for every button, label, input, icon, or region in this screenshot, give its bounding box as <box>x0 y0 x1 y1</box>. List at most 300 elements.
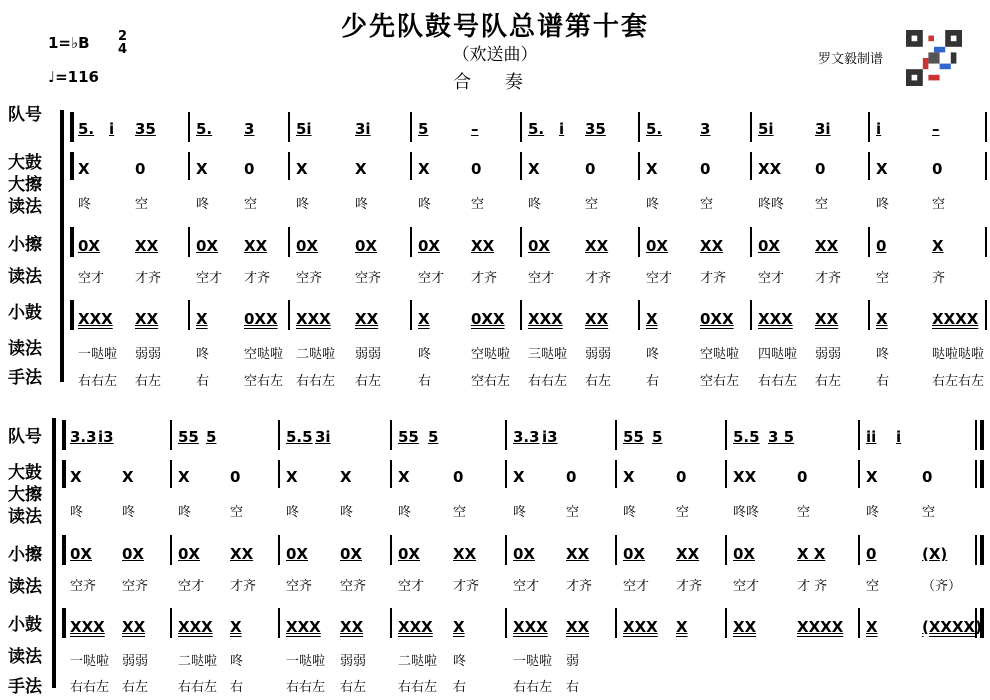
bass-note: X <box>122 468 134 486</box>
barline <box>278 535 280 565</box>
barline <box>725 535 727 565</box>
cymbal-note: XX <box>815 237 839 255</box>
snare-reading: 弱 <box>566 654 580 669</box>
bass-reading: 空 <box>244 197 258 212</box>
hand-technique: 右右左 <box>286 680 326 695</box>
snare-reading: 咚 <box>646 347 660 362</box>
hand-technique: 右左 <box>122 680 149 695</box>
snare-note: XXX <box>528 310 563 328</box>
bass-reading: 咚咚 <box>758 197 785 212</box>
hand-technique: 右左右左 <box>932 374 985 389</box>
cymbal-reading: 空才 <box>398 579 425 594</box>
snare-note: 0XX <box>244 310 278 328</box>
snare-note: XX <box>340 618 364 636</box>
snare-note: (XXXX) <box>922 618 982 636</box>
bass-reading: 咚 <box>418 197 432 212</box>
snare-note: XX <box>585 310 609 328</box>
barline <box>750 300 752 330</box>
barline <box>70 300 74 330</box>
snare-reading: 二哒啦 <box>398 654 438 669</box>
snare-note: XXXX <box>932 310 979 328</box>
bugle-note: 35 <box>135 120 156 138</box>
barline <box>390 460 392 488</box>
barline <box>858 460 860 488</box>
barline <box>288 112 290 142</box>
cymbal-reading: 才齐 <box>700 271 727 286</box>
snare-note: XXX <box>623 618 658 636</box>
cymbal-note: 0X <box>178 545 201 563</box>
snare-reading: 弱弱 <box>815 347 842 362</box>
barline <box>985 300 987 330</box>
barline <box>390 608 392 638</box>
barline <box>170 535 172 565</box>
bugle-note: ii <box>866 428 877 446</box>
bugle-note: 55 <box>623 428 644 446</box>
cymbal-reading: 空才 <box>78 271 105 286</box>
barline <box>520 112 522 142</box>
bugle-note: 5. <box>78 120 95 138</box>
hand-technique: 右 <box>646 374 660 389</box>
hand-technique: 右右左 <box>528 374 568 389</box>
cymbal-reading: 空才 <box>733 579 760 594</box>
cymbal-reading: 才 齐 <box>797 579 828 594</box>
bass-note: X <box>876 160 888 178</box>
bass-note: X <box>78 160 90 178</box>
snare-reading: 一哒啦 <box>513 654 553 669</box>
cymbal-note: 0X <box>340 545 363 563</box>
bugle-note: 5 <box>652 428 663 446</box>
cymbal-note: 0X <box>286 545 309 563</box>
snare-reading: 一哒啦 <box>286 654 326 669</box>
barline <box>615 608 617 638</box>
bugle-note: 55 <box>398 428 419 446</box>
bass-reading: 空 <box>676 505 690 520</box>
barline <box>505 608 507 638</box>
cymbal-note: 0 <box>876 237 887 255</box>
bugle-note: i <box>559 120 565 138</box>
barline <box>288 152 290 180</box>
bugle-note: i <box>876 120 882 138</box>
barline <box>868 152 870 180</box>
bugle-note: 35 <box>585 120 606 138</box>
snare-note: XX <box>566 618 590 636</box>
bass-reading: 咚 <box>178 505 192 520</box>
barline <box>638 227 640 257</box>
barline <box>505 420 507 450</box>
snare-reading: 一哒啦 <box>70 654 110 669</box>
cymbal-reading: 才齐 <box>230 579 257 594</box>
hand-technique: 右右左 <box>398 680 438 695</box>
cymbal-reading: 空齐 <box>340 579 367 594</box>
snare-note: XX <box>135 310 159 328</box>
barline <box>62 535 66 565</box>
barline <box>520 227 522 257</box>
bass-reading: 咚 <box>122 505 136 520</box>
bugle-note: 5i <box>296 120 312 138</box>
cymbal-reading: 空齐 <box>70 579 97 594</box>
bass-reading: 空 <box>700 197 714 212</box>
bass-reading: 空 <box>453 505 467 520</box>
bass-reading: 咚 <box>866 505 880 520</box>
snare-reading: 咚 <box>230 654 244 669</box>
barline <box>505 460 507 488</box>
snare-reading: 一哒啦 <box>78 347 118 362</box>
barline <box>188 227 190 257</box>
snare-note: XX <box>733 618 757 636</box>
cymbal-reading: 才齐 <box>244 271 271 286</box>
bass-note: X <box>196 160 208 178</box>
cymbal-reading: （齐） <box>922 579 962 594</box>
barline <box>725 460 727 488</box>
barline <box>410 112 412 142</box>
barline <box>278 420 280 450</box>
snare-reading: 弱弱 <box>135 347 162 362</box>
cymbal-reading: 才齐 <box>585 271 612 286</box>
bugle-note: 3.3 <box>70 428 97 446</box>
bugle-note: i <box>109 120 115 138</box>
cymbal-note: 0X <box>70 545 93 563</box>
label-read: 读法 <box>8 267 42 287</box>
bugle-note: 3 5 <box>768 428 795 446</box>
snare-note: 0XX <box>700 310 734 328</box>
cymbal-note: 0X <box>646 237 669 255</box>
cymbal-reading: 空齐 <box>122 579 149 594</box>
barline <box>410 152 412 180</box>
cymbal-note: 0X <box>623 545 646 563</box>
bass-note: 0 <box>135 160 146 178</box>
barline <box>410 300 412 330</box>
snare-note: XXX <box>513 618 548 636</box>
bass-note: 0 <box>585 160 596 178</box>
bugle-note: 5 <box>428 428 439 446</box>
page-title: 少先队鼓号队总谱第十套 <box>340 12 649 42</box>
barline <box>858 608 860 638</box>
snare-note: X <box>866 618 878 636</box>
barline <box>170 420 172 450</box>
hand-technique: 空右左 <box>244 374 284 389</box>
hand-technique: 右左 <box>355 374 382 389</box>
bass-reading: 空 <box>230 505 244 520</box>
hand-technique: 右右左 <box>78 374 118 389</box>
label-hand: 手法 <box>8 677 42 697</box>
bugle-note: 5. <box>528 120 545 138</box>
key-signature: 1=♭B <box>48 34 90 52</box>
cymbal-note: 0X <box>296 237 319 255</box>
label-snare: 小鼓 <box>8 303 42 323</box>
bass-note: X <box>623 468 635 486</box>
cymbal-reading: 空才 <box>646 271 673 286</box>
barline <box>62 420 66 450</box>
bass-note: 0 <box>815 160 826 178</box>
bugle-note: 5.5 <box>286 428 313 446</box>
bass-reading: 咚 <box>286 505 300 520</box>
bugle-note: 3.3 <box>513 428 540 446</box>
bass-note: X <box>70 468 82 486</box>
snare-note: XXX <box>758 310 793 328</box>
snare-reading: 咚 <box>876 347 890 362</box>
cymbal-note: 0X <box>733 545 756 563</box>
hand-technique: 空右左 <box>471 374 511 389</box>
hand-technique: 空右左 <box>700 374 740 389</box>
barline <box>62 460 66 488</box>
cymbal-reading: 空才 <box>528 271 555 286</box>
hand-technique: 右右左 <box>296 374 336 389</box>
barline <box>858 420 860 450</box>
hand-technique: 右右左 <box>513 680 553 695</box>
cymbal-reading: 空 <box>866 579 880 594</box>
label-bass-drum: 大鼓 <box>8 463 42 483</box>
snare-reading: 三哒啦 <box>528 347 568 362</box>
barline <box>975 535 977 565</box>
label-cymbal: 大擦 <box>8 175 42 195</box>
cymbal-reading: 才齐 <box>676 579 703 594</box>
bugle-note: i <box>896 428 902 446</box>
cymbal-note: 0X <box>513 545 536 563</box>
barline <box>615 420 617 450</box>
cymbal-reading: 空才 <box>178 579 205 594</box>
bass-note: 0 <box>922 468 933 486</box>
bass-note: X <box>340 468 352 486</box>
bass-reading: 空 <box>471 197 485 212</box>
barline <box>638 300 640 330</box>
cymbal-reading: 才齐 <box>135 271 162 286</box>
snare-reading: 弱弱 <box>355 347 382 362</box>
barline <box>278 608 280 638</box>
bugle-note: – <box>932 120 940 138</box>
bugle-note: 3i <box>815 120 831 138</box>
bugle-note: 3i <box>315 428 331 446</box>
barline <box>410 227 412 257</box>
snare-note: XXXX <box>797 618 844 636</box>
label-hand: 手法 <box>8 368 42 388</box>
label-read: 读法 <box>8 339 42 359</box>
snare-note: XXX <box>398 618 433 636</box>
hand-technique: 右 <box>876 374 890 389</box>
hand-technique: 右左 <box>340 680 367 695</box>
label-snare: 小鼓 <box>8 615 42 635</box>
barline <box>868 112 870 142</box>
barline <box>615 460 617 488</box>
hand-technique: 右 <box>453 680 467 695</box>
bass-reading: 空 <box>566 505 580 520</box>
bugle-note: i3 <box>542 428 558 446</box>
bass-note: X <box>513 468 525 486</box>
snare-reading: 空哒啦 <box>700 347 740 362</box>
label-read: 读法 <box>8 647 42 667</box>
snare-note: XX <box>355 310 379 328</box>
barline <box>170 460 172 488</box>
cymbal-reading: 才齐 <box>566 579 593 594</box>
snare-note: X <box>646 310 658 328</box>
barline <box>62 608 66 638</box>
cymbal-note: 0 <box>866 545 877 563</box>
cymbal-reading: 齐 <box>932 271 946 286</box>
cymbal-note: 0X <box>398 545 421 563</box>
final-barline <box>980 460 984 488</box>
cymbal-reading: 空齐 <box>355 271 382 286</box>
cymbal-note: 0X <box>528 237 551 255</box>
barline <box>975 460 977 488</box>
cymbal-note: XX <box>244 237 268 255</box>
cymbal-note: X X <box>797 545 826 563</box>
bass-note: 0 <box>797 468 808 486</box>
barline <box>868 300 870 330</box>
hand-technique: 右 <box>230 680 244 695</box>
bass-note: X <box>528 160 540 178</box>
hand-technique: 右右左 <box>178 680 218 695</box>
bass-reading: 咚 <box>646 197 660 212</box>
barline <box>985 227 987 257</box>
qr-code-icon <box>906 30 962 86</box>
bass-reading: 咚咚 <box>733 505 760 520</box>
bass-reading: 咚 <box>340 505 354 520</box>
snare-note: XXX <box>296 310 331 328</box>
bass-reading: 咚 <box>70 505 84 520</box>
bugle-note: 3 <box>700 120 711 138</box>
bass-note: X <box>398 468 410 486</box>
bass-note: 0 <box>932 160 943 178</box>
barline <box>750 152 752 180</box>
hand-technique: 右右左 <box>758 374 798 389</box>
label-snare-cymbal: 小擦 <box>8 545 42 565</box>
cymbal-reading: 空才 <box>513 579 540 594</box>
bass-note: 0 <box>453 468 464 486</box>
cymbal-reading: 空才 <box>758 271 785 286</box>
barline <box>985 152 987 180</box>
bass-note: X <box>418 160 430 178</box>
barline <box>390 535 392 565</box>
bass-note: X <box>866 468 878 486</box>
snare-note: X <box>230 618 242 636</box>
snare-reading: 空哒啦 <box>471 347 511 362</box>
bugle-note: i3 <box>98 428 114 446</box>
barline <box>615 535 617 565</box>
bass-reading: 空 <box>815 197 829 212</box>
bugle-note: 55 <box>178 428 199 446</box>
barline <box>288 227 290 257</box>
cymbal-reading: 空 <box>876 271 890 286</box>
label-snare-cymbal: 小擦 <box>8 235 42 255</box>
cymbal-note: 0X <box>758 237 781 255</box>
barline <box>70 227 74 257</box>
bass-reading: 咚 <box>876 197 890 212</box>
bass-reading: 咚 <box>398 505 412 520</box>
time-signature <box>118 30 127 56</box>
bass-note: 0 <box>471 160 482 178</box>
snare-note: XXX <box>70 618 105 636</box>
cymbal-note: XX <box>453 545 477 563</box>
cymbal-note: XX <box>700 237 724 255</box>
bass-reading: 空 <box>797 505 811 520</box>
cymbal-reading: 空齐 <box>286 579 313 594</box>
cymbal-reading: 才齐 <box>471 271 498 286</box>
bass-note: 0 <box>700 160 711 178</box>
label-bass-drum: 大鼓 <box>8 153 42 173</box>
time-numerator: 2 <box>118 29 128 44</box>
cymbal-note: XX <box>566 545 590 563</box>
snare-note: XX <box>815 310 839 328</box>
bass-note: X <box>646 160 658 178</box>
bass-note: 0 <box>566 468 577 486</box>
barline <box>725 608 727 638</box>
label-cymbal: 大擦 <box>8 485 42 505</box>
snare-note: XXX <box>286 618 321 636</box>
barline <box>868 227 870 257</box>
bass-note: X <box>286 468 298 486</box>
barline <box>858 535 860 565</box>
bass-note: XX <box>758 160 782 178</box>
hand-technique: 右左 <box>815 374 842 389</box>
bass-note: X <box>296 160 308 178</box>
bass-reading: 咚 <box>623 505 637 520</box>
bass-note: XX <box>733 468 757 486</box>
hand-technique: 右左 <box>585 374 612 389</box>
label-bugle: 队号 <box>8 427 42 447</box>
barline <box>750 227 752 257</box>
cymbal-reading: 空才 <box>418 271 445 286</box>
bugle-note: 3 <box>244 120 255 138</box>
snare-note: XXX <box>178 618 213 636</box>
bugle-note: 5 <box>418 120 429 138</box>
bass-reading: 咚 <box>296 197 310 212</box>
barline <box>278 460 280 488</box>
bugle-note: 5i <box>758 120 774 138</box>
label-bugle: 队号 <box>8 105 42 125</box>
system-bracket <box>52 418 56 688</box>
hand-technique: 右右左 <box>70 680 110 695</box>
final-barline <box>980 420 984 450</box>
bass-reading: 空 <box>922 505 936 520</box>
snare-reading: 咚 <box>196 347 210 362</box>
barline <box>985 112 987 142</box>
barline <box>70 152 74 180</box>
snare-reading: 弱弱 <box>122 654 149 669</box>
snare-reading: 弱弱 <box>340 654 367 669</box>
barline <box>188 300 190 330</box>
label-read: 读法 <box>8 507 42 527</box>
barline <box>725 420 727 450</box>
barline <box>188 152 190 180</box>
cymbal-note: 0X <box>78 237 101 255</box>
cymbal-note: XX <box>471 237 495 255</box>
bass-reading: 空 <box>585 197 599 212</box>
barline <box>505 535 507 565</box>
tempo-marking: ♩=116 <box>48 68 99 86</box>
bugle-note: – <box>471 120 479 138</box>
bass-reading: 咚 <box>78 197 92 212</box>
barline <box>520 152 522 180</box>
bugle-note: 3i <box>355 120 371 138</box>
cymbal-note: X <box>932 237 944 255</box>
snare-note: X <box>676 618 688 636</box>
barline <box>188 112 190 142</box>
barline <box>520 300 522 330</box>
credit-text: 罗文毅制谱 <box>818 52 884 67</box>
system-bracket <box>60 110 64 382</box>
cymbal-note: (X) <box>922 545 948 563</box>
cymbal-note: XX <box>230 545 254 563</box>
bass-reading: 咚 <box>513 505 527 520</box>
snare-note: X <box>453 618 465 636</box>
bass-note: X <box>178 468 190 486</box>
final-barline <box>980 535 984 565</box>
cymbal-reading: 空才 <box>196 271 223 286</box>
snare-reading: 四哒啦 <box>758 347 798 362</box>
cymbal-note: 0X <box>418 237 441 255</box>
snare-reading: 咚 <box>418 347 432 362</box>
snare-reading: 弱弱 <box>585 347 612 362</box>
barline <box>638 112 640 142</box>
